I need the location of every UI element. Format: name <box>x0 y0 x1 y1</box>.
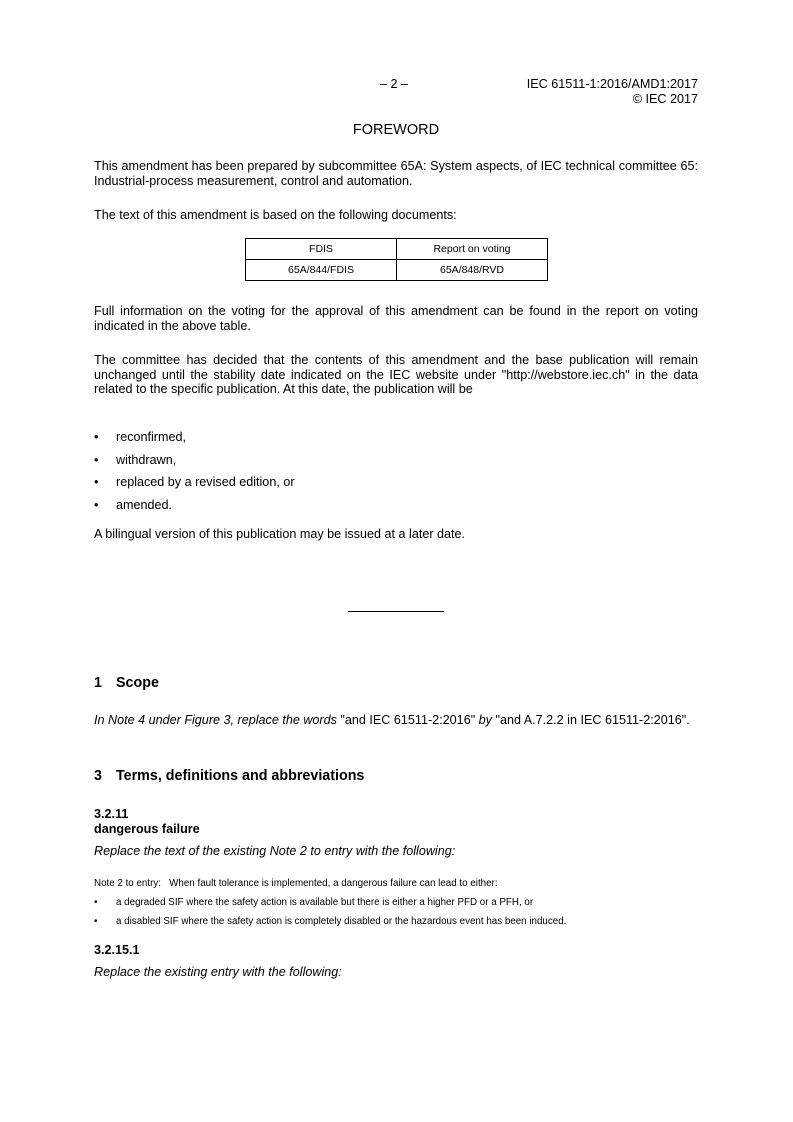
bullet-icon: • <box>94 916 98 927</box>
section-heading-scope: 1 Scope <box>94 675 159 691</box>
foreword-paragraph-1: This amendment has been prepared by subcommittee 65A: System aspects, of IEC technical committee 65: Industrial-process measurement, control and automation. <box>94 159 698 188</box>
copyright: © IEC 2017 <box>632 91 698 106</box>
list-item: • amended. <box>94 497 173 512</box>
bullet-icon: • <box>94 430 99 444</box>
foreword-paragraph-2: The text of this amendment is based on the following documents: <box>94 208 457 222</box>
foreword-title: FOREWORD <box>352 122 440 138</box>
list-item: • replaced by a revised edition, or <box>94 475 295 489</box>
doc-id: IEC 61511-1:2016/AMD1:2017 <box>526 77 698 91</box>
entry-instruction: Replace the text of the existing Note 2 to entry with the following: <box>94 844 456 858</box>
entry-term: dangerous failure <box>94 822 200 836</box>
documents-table <box>245 238 548 281</box>
section-heading-terms: 3 Terms, definitions and abbreviations <box>94 768 365 784</box>
foreword-paragraph-4: The committee has decided that the contents of this amendment and the base publication will remain unchanged until the stability date indicated on the IEC website under "http://webstore.iec.ch" in the data related to the specific publication. At this date, the publication will be <box>94 353 698 396</box>
foreword-paragraph-5: A bilingual version of this publication may be issued at a later date. <box>94 527 466 541</box>
entry-number: 3.2.15.1 <box>94 943 140 957</box>
bullet-icon: • <box>94 497 99 512</box>
list-item: • a degraded SIF where the safety action is available but there is either a higher PFD or a PFH, or <box>94 897 534 908</box>
document-identifier <box>450 77 698 106</box>
table-header-cell: FDIS <box>246 239 397 260</box>
scope-instruction: In Note 4 under Figure 3, replace the words "and IEC 61511-2:2016" by "and A.7.2.2 in IEC 61511-2:2016". <box>94 713 690 727</box>
table-row <box>246 260 548 281</box>
separator-rule <box>348 611 444 612</box>
entry-instruction: Replace the existing entry with the following: <box>94 965 342 979</box>
status-bullet-list <box>94 430 698 520</box>
table-header-row <box>246 239 548 260</box>
list-item: • withdrawn, <box>94 452 177 467</box>
note-bullet-list <box>94 897 714 935</box>
entry-number: 3.2.11 <box>94 807 129 821</box>
table-cell: 65A/848/RVD <box>397 260 548 281</box>
list-item: • reconfirmed, <box>94 430 186 444</box>
table-header-cell: Report on voting <box>397 239 548 260</box>
list-item: • a disabled SIF where the safety action is completely disabled or the hazardous event has been induced. <box>94 916 567 927</box>
bullet-icon: • <box>94 475 99 489</box>
note-to-entry: Note 2 to entry: When fault tolerance is implemented, a dangerous failure can lead to either: <box>94 878 498 889</box>
table-cell: 65A/844/FDIS <box>246 260 397 281</box>
bullet-icon: • <box>94 452 99 467</box>
foreword-paragraph-3: Full information on the voting for the approval of this amendment can be found in the report on voting indicated in the above table. <box>94 304 698 333</box>
page-number: – 2 – <box>380 77 409 91</box>
bullet-icon: • <box>94 897 98 908</box>
